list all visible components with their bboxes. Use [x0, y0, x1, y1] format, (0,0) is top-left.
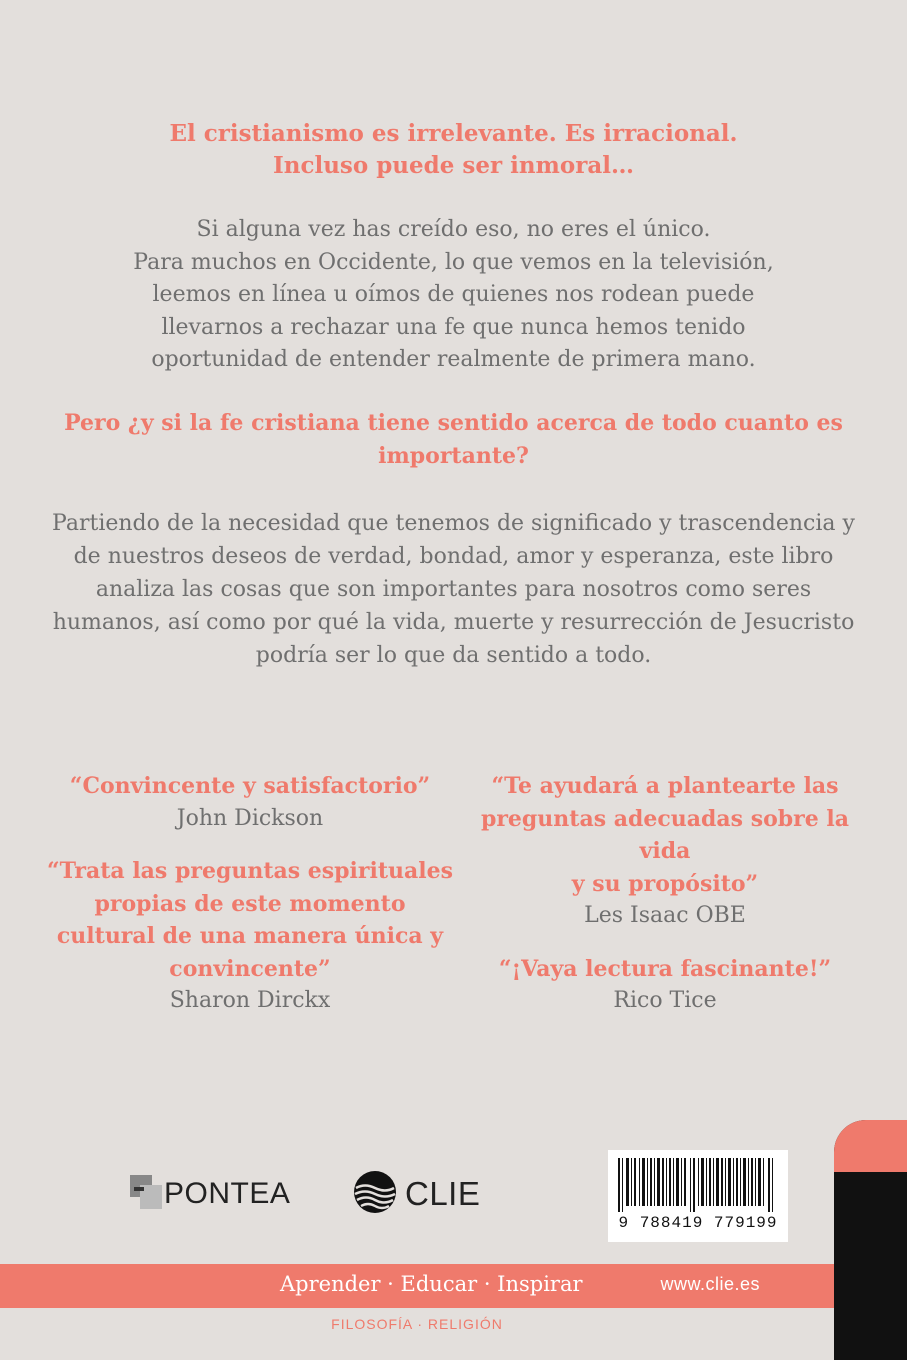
endorsement [455, 953, 875, 1018]
pontea-logo-text: PONTEA [164, 1177, 291, 1210]
endorsement-quote [40, 855, 460, 985]
endorsement-quote [455, 770, 875, 900]
publisher-motto: Aprender · Educar · Inspirar [280, 1272, 583, 1296]
question-heading [60, 407, 847, 473]
endorsements-right [455, 770, 875, 1038]
endorsement-author: Sharon Dirckx [169, 988, 331, 1013]
quote-line: “Trata las preguntas espirituales [46, 858, 454, 884]
paragraph-line: leemos en línea u oímos de quienes nos rodean puede [152, 282, 755, 307]
quote-line: cultural de una manera única y [56, 923, 444, 949]
endorsement [40, 770, 460, 835]
paragraph-line: Si alguna vez has creído eso, no eres el único. [196, 217, 711, 242]
footer-band [0, 1264, 834, 1308]
paragraph-line: Partiendo de la necesidad que tenemos de significado y trascendencia y [52, 511, 855, 536]
paragraph-line: de nuestros deseos de verdad, bondad, amor y esperanza, este libro [73, 544, 834, 569]
endorsement-quote [455, 953, 875, 986]
pontea-mark-icon [130, 1173, 164, 1215]
category-label: FILOSOFÍA · RELIGIÓN [331, 1316, 503, 1332]
quote-line: propias de este momento [94, 890, 406, 917]
quote-line: “¡Vaya lectura fascinante!” [498, 955, 832, 982]
paragraph-line: Para muchos en Occidente, lo que vemos en la televisión, [133, 249, 774, 275]
intro-paragraph [0, 214, 907, 377]
quote-line: convincente” [169, 955, 331, 982]
clie-logo-text: CLIE [405, 1175, 481, 1212]
question-line: importante? [378, 443, 529, 469]
quote-line: “Convincente y satisfactorio” [69, 773, 431, 799]
endorsement-author: Les Isaac OBE [584, 903, 746, 928]
question-line: Pero ¿y si la fe cristiana tiene sentido acerca de todo cuanto es [64, 410, 843, 436]
pontea-logo [130, 1170, 290, 1218]
quote-line: y su propósito” [571, 870, 759, 897]
lead-heading [0, 118, 907, 182]
barcode [608, 1150, 788, 1242]
lead-line: El cristianismo es irrelevante. Es irracional. [169, 120, 738, 147]
paragraph-line: analiza las cosas que son importantes para nosotros como seres [95, 577, 812, 602]
barcode-bars-icon [618, 1158, 778, 1212]
paragraph-line: podría ser lo que da sentido a todo. [255, 643, 652, 668]
endorsement [455, 770, 875, 933]
clie-logo [353, 1170, 480, 1218]
clie-globe-icon [353, 1170, 397, 1218]
quote-line: “Te ayudará a plantearte las [491, 773, 839, 799]
paragraph-line: llevarnos a rechazar una fe que nunca hemos tenido [161, 314, 746, 340]
lead-line: Incluso puede ser inmoral… [272, 152, 634, 179]
spine-tab-accent [834, 1120, 907, 1172]
endorsement-author: John Dickson [176, 805, 324, 831]
endorsement [40, 855, 460, 1018]
quote-line: preguntas adecuadas sobre la vida [480, 805, 850, 864]
spine-tab [834, 1120, 907, 1360]
endorsements-left [40, 770, 460, 1038]
publisher-url: www.clie.es [660, 1274, 760, 1294]
paragraph-line: humanos, así como por qué la vida, muerte y resurrección de Jesucristo [52, 610, 855, 635]
endorsement-author: Rico Tice [613, 988, 717, 1013]
description-paragraph [40, 507, 867, 672]
endorsement-quote [40, 770, 460, 803]
paragraph-line: oportunidad de entender realmente de primera mano. [151, 347, 756, 372]
isbn-number: 9 788419 779199 [618, 1214, 778, 1232]
